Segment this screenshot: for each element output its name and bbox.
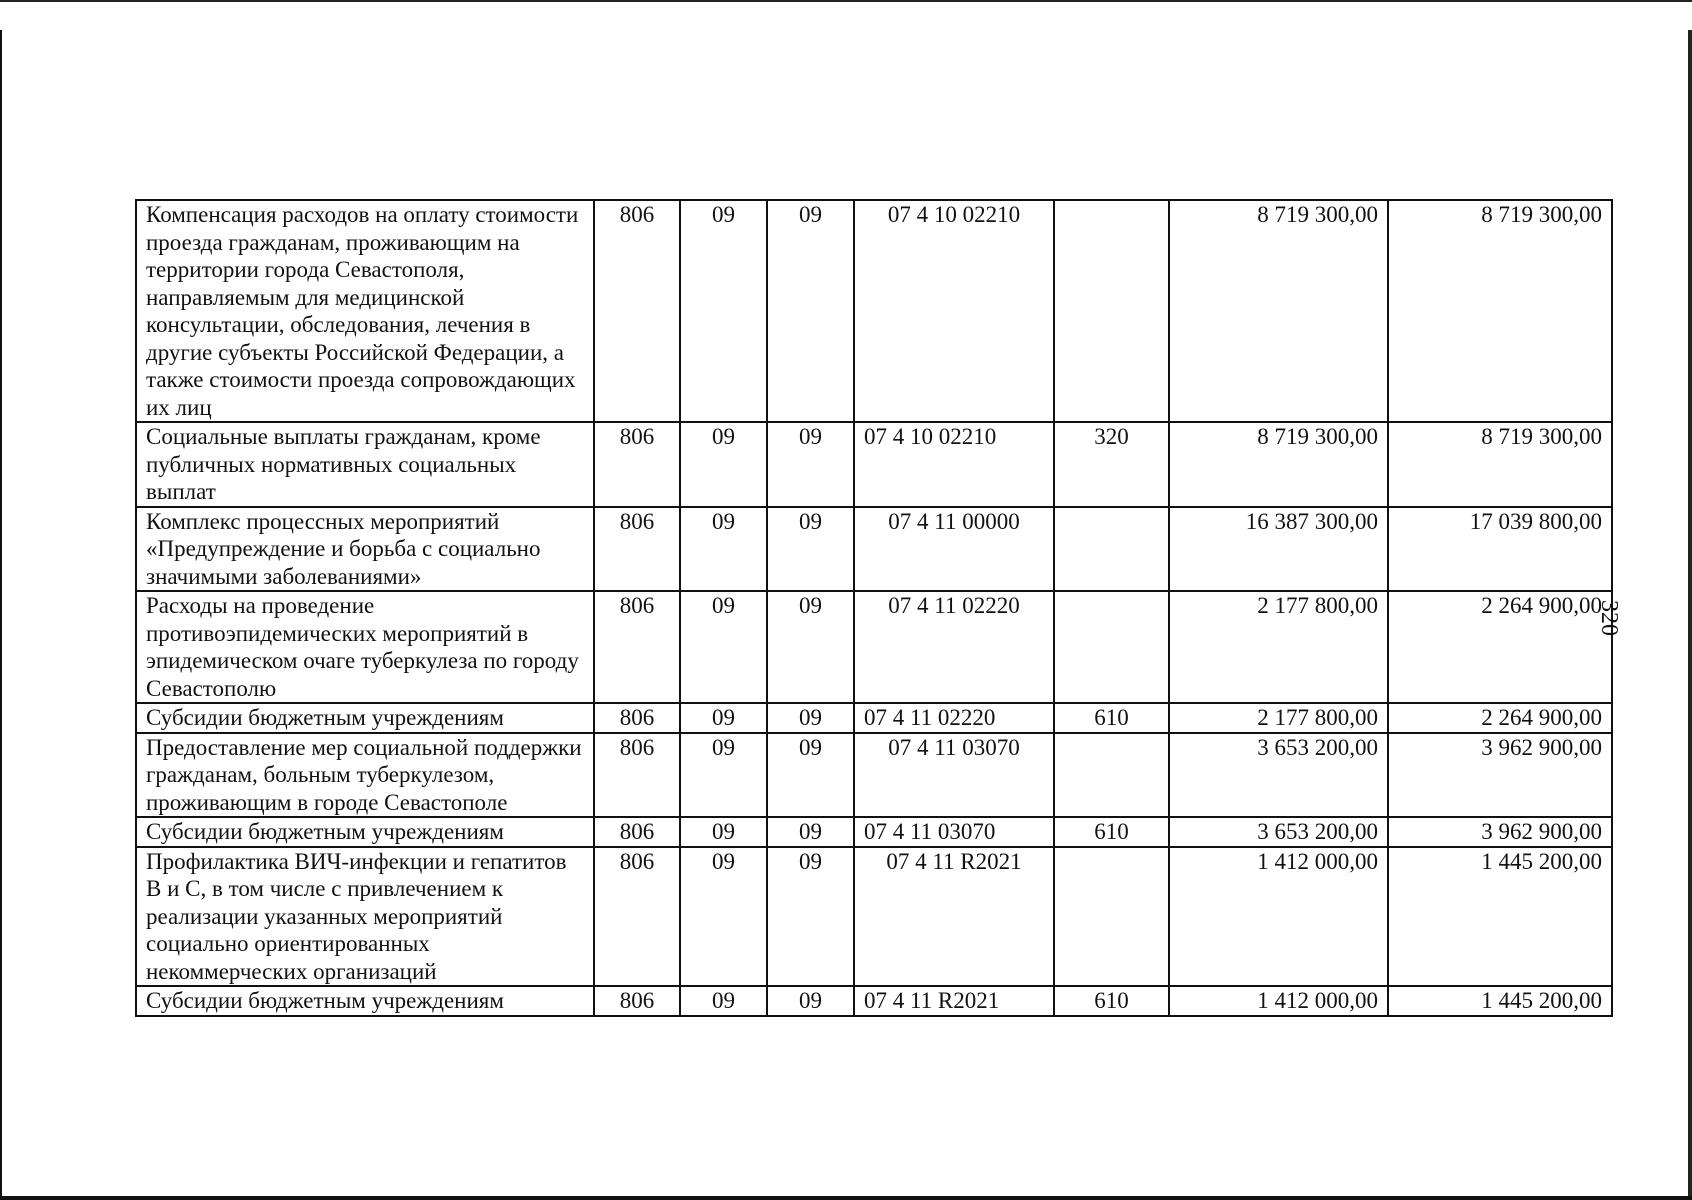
row-rz-cell: 09 [680,733,767,818]
row-gr-cell: 806 [594,986,680,1016]
table-row [136,200,1612,422]
row-name-cell: Предоставление мер социальной поддержки гражданам, больным туберкулезом, проживающим в городе Севастополе [136,733,594,818]
row-pr-cell: 09 [767,733,854,818]
row-sum-second-cell: 8 719 300,00 [1388,200,1612,422]
row-name-cell: Компенсация расходов на оплату стоимости проезда гражданам, проживающим на территории города Севастополя, направляемым для медицинской консультации, обследования, лечения в другие субъекты Российской Федерации, а также стоимости проезда сопровождающих их лиц [136,200,594,422]
row-vr-cell [1054,507,1169,592]
row-vr-cell: 610 [1054,817,1169,847]
row-vr-cell [1054,591,1169,703]
row-csr-cell: 07 4 11 02220 [854,591,1054,703]
row-sum-first-cell: 16 387 300,00 [1169,507,1388,592]
row-gr-cell: 806 [594,847,680,987]
row-sum-first-cell: 3 653 200,00 [1169,817,1388,847]
row-csr-cell: 07 4 11 00000 [854,507,1054,592]
row-rz-cell: 09 [680,847,767,987]
row-sum-second-cell: 3 962 900,00 [1388,817,1612,847]
table-row [136,507,1612,592]
row-rz-cell: 09 [680,817,767,847]
row-vr-cell [1054,200,1169,422]
row-sum-first-cell: 8 719 300,00 [1169,422,1388,507]
budget-table [135,199,1613,1017]
row-name-cell: Социальные выплаты гражданам, кроме публичных нормативных социальных выплат [136,422,594,507]
row-vr-cell: 320 [1054,422,1169,507]
page-number: 320 [1596,600,1622,636]
row-sum-first-cell: 3 653 200,00 [1169,733,1388,818]
table-row [136,847,1612,987]
table-row [136,591,1612,703]
row-rz-cell: 09 [680,703,767,733]
row-sum-first-cell: 2 177 800,00 [1169,703,1388,733]
row-gr-cell: 806 [594,200,680,422]
row-pr-cell: 09 [767,507,854,592]
row-sum-second-cell: 3 962 900,00 [1388,733,1612,818]
row-name-cell: Комплекс процессных мероприятий «Предупреждение и борьба с социально значимыми заболеваниями» [136,507,594,592]
row-sum-first-cell: 8 719 300,00 [1169,200,1388,422]
row-rz-cell: 09 [680,591,767,703]
row-vr-cell: 610 [1054,986,1169,1016]
row-gr-cell: 806 [594,733,680,818]
row-sum-first-cell: 1 412 000,00 [1169,986,1388,1016]
row-gr-cell: 806 [594,507,680,592]
row-sum-first-cell: 2 177 800,00 [1169,591,1388,703]
row-sum-first-cell: 1 412 000,00 [1169,847,1388,987]
row-pr-cell: 09 [767,986,854,1016]
row-csr-cell: 07 4 11 03070 [854,733,1054,818]
row-rz-cell: 09 [680,507,767,592]
row-gr-cell: 806 [594,817,680,847]
row-pr-cell: 09 [767,847,854,987]
row-csr-cell: 07 4 10 02210 [854,200,1054,422]
row-rz-cell: 09 [680,422,767,507]
table-row [136,817,1612,847]
row-csr-cell: 07 4 11 R2021 [854,986,1054,1016]
row-csr-cell: 07 4 11 03070 [854,817,1054,847]
table-row [136,733,1612,818]
row-name-cell: Субсидии бюджетным учреждениям [136,817,594,847]
row-csr-cell: 07 4 11 02220 [854,703,1054,733]
row-vr-cell [1054,733,1169,818]
row-name-cell: Субсидии бюджетным учреждениям [136,986,594,1016]
row-gr-cell: 806 [594,422,680,507]
row-sum-second-cell: 1 445 200,00 [1388,847,1612,987]
table-row [136,986,1612,1016]
row-csr-cell: 07 4 10 02210 [854,422,1054,507]
row-pr-cell: 09 [767,817,854,847]
row-pr-cell: 09 [767,591,854,703]
row-vr-cell [1054,847,1169,987]
row-vr-cell: 610 [1054,703,1169,733]
row-sum-second-cell: 1 445 200,00 [1388,986,1612,1016]
row-name-cell: Профилактика ВИЧ-инфекции и гепатитов В и С, в том числе с привлечением к реализации указанных мероприятий социально ориентированных некоммерческих организаций [136,847,594,987]
scan-border-top [0,0,1692,2]
row-pr-cell: 09 [767,200,854,422]
row-pr-cell: 09 [767,422,854,507]
scan-border-bottom [0,1196,1692,1200]
row-rz-cell: 09 [680,200,767,422]
row-gr-cell: 806 [594,591,680,703]
row-gr-cell: 806 [594,703,680,733]
row-name-cell: Расходы на проведение противоэпидемических мероприятий в эпидемическом очаге туберкулеза по городу Севастополю [136,591,594,703]
row-rz-cell: 09 [680,986,767,1016]
row-sum-second-cell: 17 039 800,00 [1388,507,1612,592]
table-row [136,703,1612,733]
scan-border-left [0,30,2,1200]
row-sum-second-cell: 8 719 300,00 [1388,422,1612,507]
scan-border-right [1688,30,1692,1200]
row-name-cell: Субсидии бюджетным учреждениям [136,703,594,733]
row-pr-cell: 09 [767,703,854,733]
row-sum-second-cell: 2 264 900,00 [1388,591,1612,703]
table-row [136,422,1612,507]
row-csr-cell: 07 4 11 R2021 [854,847,1054,987]
row-sum-second-cell: 2 264 900,00 [1388,703,1612,733]
